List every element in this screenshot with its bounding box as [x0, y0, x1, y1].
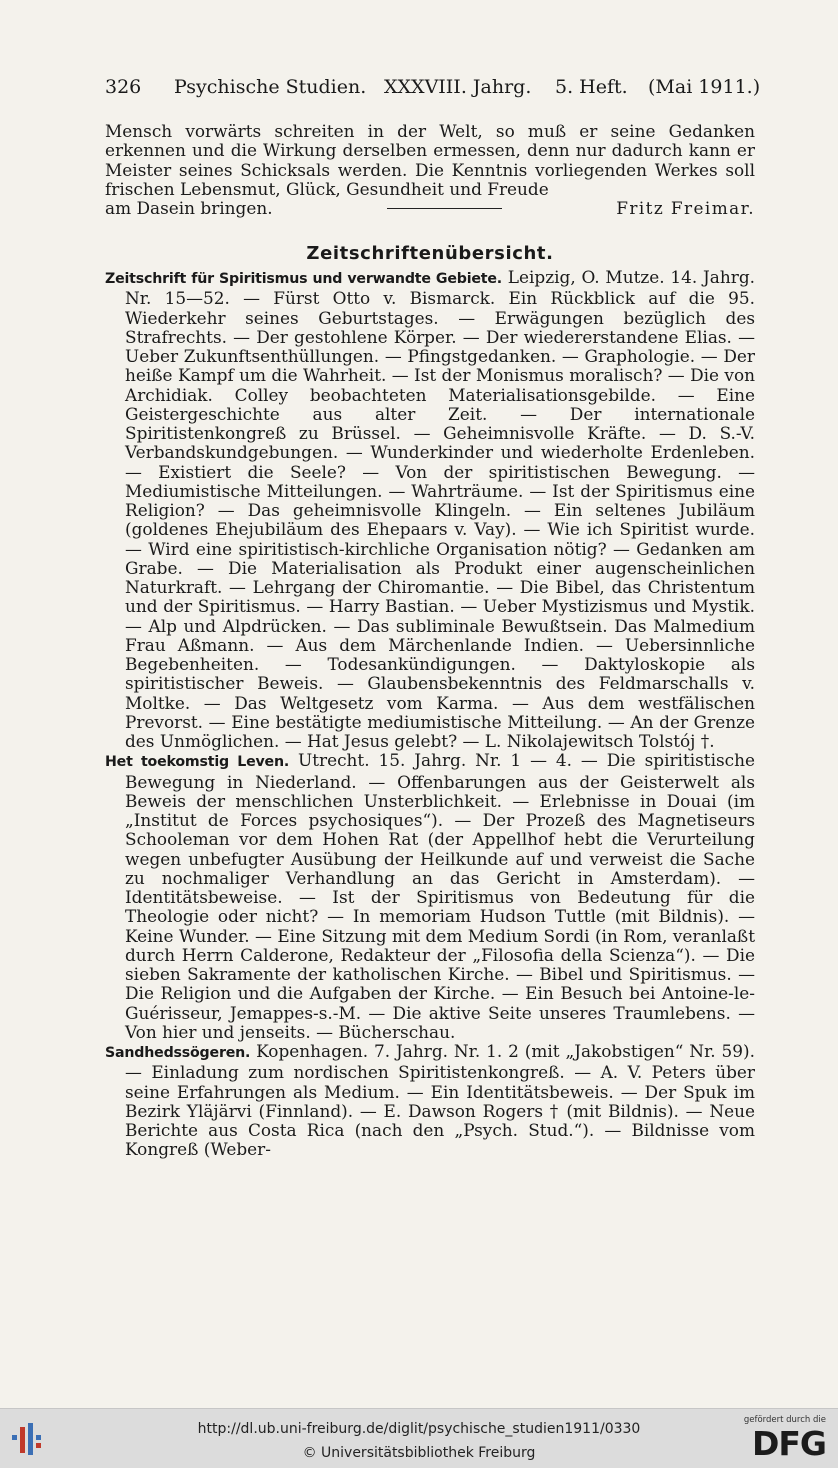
journal-title: Psychische Studien. — [174, 76, 367, 98]
section-title: Zeitschriftenübersicht. — [306, 243, 554, 264]
intro-closing-line — [105, 199, 755, 218]
dfg-logo: DFG — [751, 1424, 826, 1463]
journal-entry — [105, 268, 755, 751]
page-number: 326 — [105, 76, 142, 98]
intro-last-line: am Dasein bringen. — [105, 198, 273, 218]
permalink-url[interactable]: http://dl.ub.uni-freiburg.de/diglit/psychische_studien1911/0330 — [197, 1421, 641, 1437]
entry-text: Kopenhagen. 7. Jahrg. Nr. 1. 2 (mit „Jakobstigen“ Nr. 59). — Einladung zum nordischen Spiritistenkongreß. — A. V. Peters über seine Erfahrungen als Medium. — Ein Identitätsbeweis. — Der Spuk im Bezirk Yläjärvi (Finnland). — E. Dawson Rogers † (mit Bildnis). — Neue Berichte aus Costa Rica (nach den „Psych. Stud.“). — Bildnisse vom Kongreß (Weber- — [125, 1041, 756, 1160]
separator-rule — [387, 208, 502, 209]
journal-entries — [105, 268, 755, 1160]
intro-text: Mensch vorwärts schreiten in der Welt, so muß er seine Gedanken erkennen und die Wirkung derselben ermessen, denn nur dadurch kann er Meister seines Schicksals werden. Die Kenntnis vorliegenden Werkes soll frischen Lebensmut, Glück, Gesundheit und Freude — [105, 121, 755, 199]
page-header — [105, 76, 761, 106]
entry-text: Utrecht. 15. Jahrg. Nr. 1 — 4. — Die spiritistische Bewegung in Niederland. — Offenbarungen aus der Geisterwelt als Beweis der menschlichen Unsterblichkeit. — Erlebnisse in Douai (im „Institut de Forces psychosiques“). — Der Prozeß des Magnetiseurs Schooleman vor dem Hohen Rat (der Appellhof hebt die Verurteilung wegen unbefugter Ausübung der Heilkunde auf und verweist die Sache zu nochmaliger Verhandlung an das Gericht in Amsterdam). — Identitätsbeweise. — Ist der Spiritismus von Bedeutung für die Theologie oder nicht? — In memoriam Hudson Tuttle (mit Bildnis). — Keine Wunder. — Eine Sitzung mit dem Medium Sordi (in Rom, veranlaßt durch Herrn Calderone, Redakteur der „Filosofia della Scienza“). — Die sieben Sakramente der katholischen Kirche. — Bibel und Spiritismus. — Die Religion und die Aufgaben der Kirche. — Ein Besuch bei Antoine-le-Guérisseur, Jemappes-s.-M. — Die aktive Seite unseres Traumlebens. — Von hier und jenseits. — Bücherschau. — [125, 750, 755, 1042]
journal-entry — [105, 1042, 755, 1160]
viewer-footer — [0, 1408, 838, 1468]
intro-paragraph — [105, 122, 755, 218]
issue-label: 5. Heft. — [555, 76, 628, 98]
entry-title: Sandhedssögeren. — [105, 1045, 251, 1061]
journal-entry — [105, 751, 755, 1042]
volume-label: XXXVIII. Jahrg. — [384, 76, 532, 98]
author-signature: Fritz Freimar. — [616, 198, 755, 218]
entry-title: Het toekomstig Leven. — [105, 754, 290, 771]
funding-caption: gefördert durch die — [743, 1415, 826, 1425]
copyright-notice: © Universitätsbibliothek Freiburg — [302, 1445, 536, 1461]
issue-date: (Mai 1911.) — [648, 76, 761, 98]
entry-title: Zeitschrift für Spiritismus und verwandte Gebiete. — [105, 271, 503, 287]
entry-text: Leipzig, O. Mutze. 14. Jahrg. Nr. 15—52. — Fürst Otto v. Bismarck. Ein Rückblick auf die 95. Wiederkehr seines Geburtstages. — Erwägungen bezüglich des Strafrechts. — Der gestohlene Körper. — Der wiedererstandene Elias. — Ueber Zukunftsenthüllungen. — Pfingstgedanken. — Graphologie. — Der heiße Kampf um die Wahrheit. — Ist der Monismus moralisch? — Die von Archidiak. Colley beobachteten Materialisationsgebilde. — Eine Geistergeschichte aus alter Zeit. — Der internationale Spiritistenkongreß zu Brüssel. — Geheimnisvolle Kräfte. — D. S.-V. Verbandskundgebungen. — Wunderkinder und wiederholte Erdenleben. — Existiert die Seele? — Von der spiritistischen Bewegung. — Mediumistische Mitteilungen. — Wahrträume. — Ist der Spiritismus eine Religion? — Das geheimnisvolle Klingeln. — Ein seltenes Jubiläum (goldenes Ehejubiläum des Ehepaars v. Vay). — Wie ich Spiritist wurde. — Wird eine spiritistisch-kirchliche Organisation nötig? — Gedanken am Grabe. — Die Materialisation als Produkt einer augenscheinlichen Naturkraft. — Lehrgang der Chiromantie. — Die Bibel, das Christentum und der Spiritismus. — Harry Bastian. — Ueber Mystizismus und Mystik. — Alp und Alpdrücken. — Das subliminale Bewußtsein. Das Malmedium Frau Aßmann. — Aus dem Märchenlande Indien. — Uebersinnliche Begebenheiten. — Todesankündigungen. — Daktyloskopie als spiritistischer Beweis. — Glaubensbekenntnis des Feldmarschalls v. Moltke. — Das Weltgesetz vom Karma. — Aus dem westfälischen Prevorst. — Eine bestätigte mediumistische Mitteilung. — An der Grenze des Unmöglichen. — Hat Jesus gelebt? — L. Nikolajewitsch Tolstój †. — [125, 267, 755, 751]
